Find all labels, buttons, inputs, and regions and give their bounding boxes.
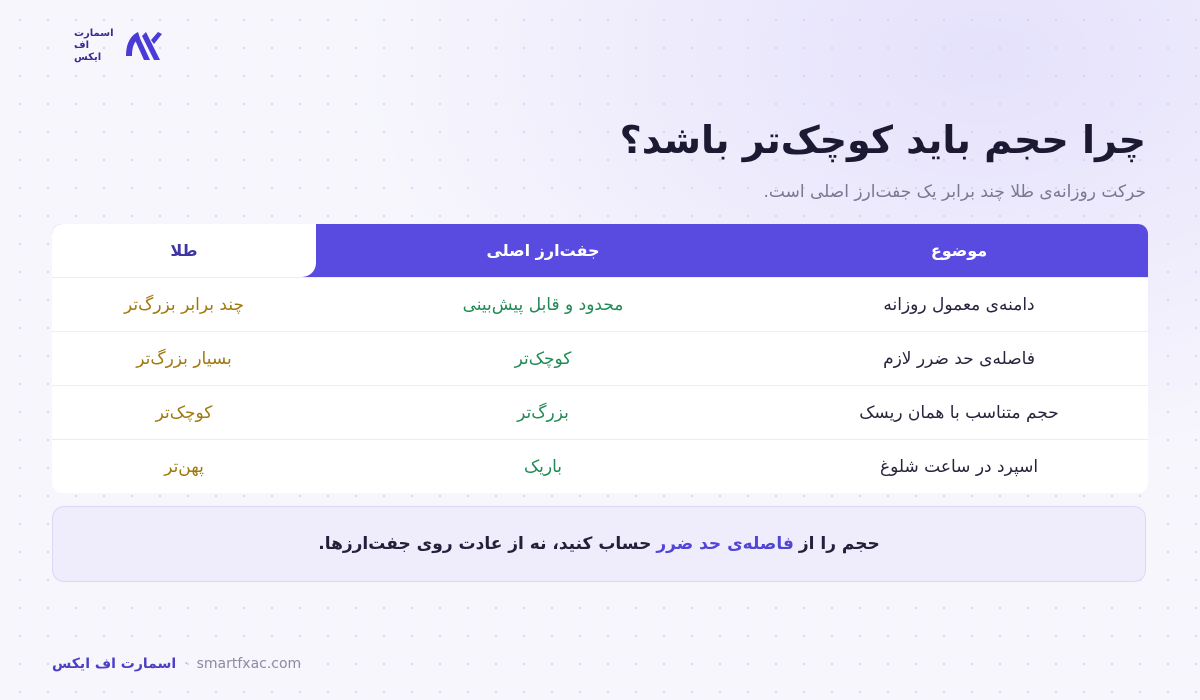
cell-topic: اسپرد در ساعت شلوغ bbox=[879, 456, 1039, 477]
cell-gold: بسیار بزرگ‌تر bbox=[136, 348, 232, 369]
table-header-row bbox=[52, 224, 1148, 277]
page-title: چرا حجم باید کوچک‌تر باشد؟ bbox=[619, 118, 1146, 162]
note-text-before: حجم را از bbox=[798, 534, 880, 554]
cell-major-pair: محدود و قابل پیش‌بینی bbox=[462, 294, 624, 315]
key-takeaway-note bbox=[52, 506, 1146, 582]
note-text-after: حساب کنید، نه از عادت روی جفت‌ارزها. bbox=[318, 534, 652, 554]
cell-gold: چند برابر بزرگ‌تر bbox=[124, 294, 244, 315]
logo-line-2: اف bbox=[74, 40, 90, 51]
cell-gold: کوچک‌تر bbox=[155, 402, 213, 423]
logo-wordmark bbox=[74, 28, 114, 64]
logo-mark-icon bbox=[120, 26, 166, 66]
table-row bbox=[52, 331, 1148, 385]
brand-logo[interactable] bbox=[74, 24, 174, 68]
cell-gold: پهن‌تر bbox=[164, 456, 204, 477]
table-row bbox=[52, 277, 1148, 331]
footer bbox=[52, 656, 301, 672]
cell-topic: فاصله‌ی حد ضرر لازم bbox=[883, 348, 1035, 369]
comparison-table bbox=[52, 224, 1148, 493]
logo-line-1: اسمارت bbox=[74, 28, 114, 39]
cell-major-pair: بزرگ‌تر bbox=[517, 402, 569, 423]
cell-major-pair: کوچک‌تر bbox=[514, 348, 572, 369]
table-row bbox=[52, 439, 1148, 493]
table-row bbox=[52, 385, 1148, 439]
cell-topic: حجم متناسب با همان ریسک bbox=[859, 402, 1059, 423]
footer-brand: اسمارت اف ایکس bbox=[52, 656, 177, 672]
page-subtitle: حرکت روزانه‌ی طلا چند برابر یک جفت‌ارز اصلی است. bbox=[763, 182, 1146, 202]
cell-major-pair: باریک bbox=[523, 456, 563, 477]
logo-line-3: ایکس bbox=[74, 52, 102, 63]
header-major-pair: جفت‌ارز اصلی bbox=[486, 241, 600, 260]
cell-topic: دامنه‌ی معمول روزانه bbox=[883, 294, 1035, 315]
footer-separator: · bbox=[184, 656, 189, 672]
footer-domain-link[interactable]: smartfxac.com bbox=[196, 656, 302, 672]
note-highlight: فاصله‌ی حد ضرر bbox=[656, 534, 794, 554]
header-topic: موضوع bbox=[930, 241, 988, 260]
header-gold: طلا bbox=[52, 224, 316, 277]
